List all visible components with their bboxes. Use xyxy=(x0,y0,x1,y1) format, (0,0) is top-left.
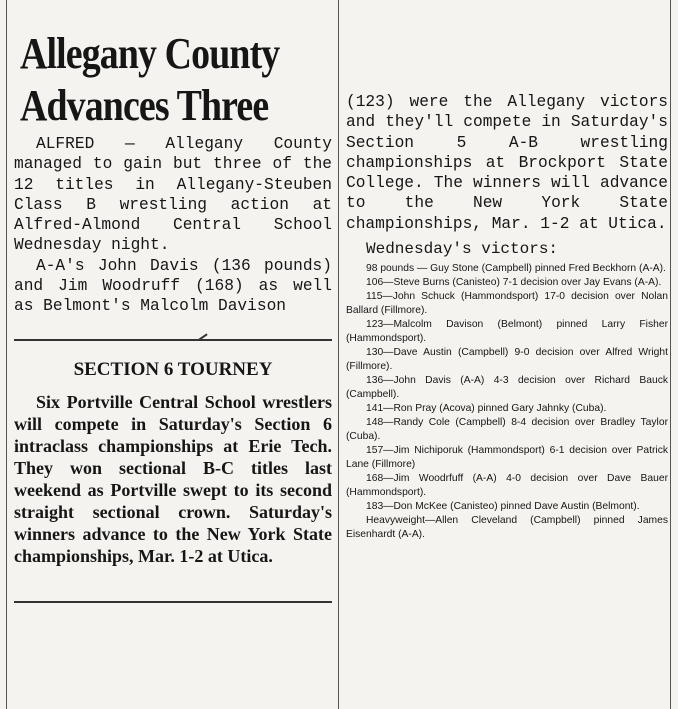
result-item: 148—Randy Cole (Campbell) 8-4 decision over Bradley Taylor (Cuba). xyxy=(346,417,668,443)
sidebar-body xyxy=(14,391,332,567)
column-rule-right xyxy=(670,0,671,709)
result-item: Heavyweight—Allen Cleveland (Campbell) pinned James Eisenhardt (A-A). xyxy=(346,515,668,541)
column-rule-left xyxy=(6,0,7,709)
left-column xyxy=(14,4,332,603)
result-item: 115—John Schuck (Hammondsport) 17-0 decision over Nolan Ballard (Fillmore). xyxy=(346,291,668,317)
result-item: 130—Dave Austin (Campbell) 9-0 decision over Alfred Wright (Fillmore). xyxy=(346,347,668,373)
article-body xyxy=(14,134,332,317)
result-item: 98 pounds — Guy Stone (Campbell) pinned Fred Beckhorn (A-A). xyxy=(366,263,666,275)
article-continuation xyxy=(346,92,668,234)
continuation-paragraph: (123) were the Allegany victors and they'll compete in Saturday's Section 5 A-B wrestling championships at Brockport State College. The winners will advance to the New York State championships, Mar. 1-2 at Utica. xyxy=(346,93,668,233)
results-list xyxy=(346,262,668,542)
result-item: 123—Malcolm Davison (Belmont) pinned Larry Fisher (Hammondsport). xyxy=(346,319,668,345)
result-item: 141—Ron Pray (Acova) pinned Gary Jahnky (Cuba). xyxy=(366,403,607,415)
result-item: 168—Jim Woodrfuff (A-A) 4-0 decision over Dave Bauer (Hammondsport). xyxy=(346,473,668,499)
headline-line-2: Advances Three xyxy=(20,81,269,130)
result-item: 157—Jim Nichiporuk (Hammondsport) 6-1 decision over Patrick Lane (Fillmore) xyxy=(346,445,668,471)
sidebar-heading: SECTION 6 TOURNEY xyxy=(73,358,273,380)
article-paragraph-1: ALFRED — Allegany County managed to gain but three of the 12 titles in Allegany-Steuben Class B wrestling action at Alfred-Almond Central School Wednesday night. xyxy=(14,135,332,255)
sidebar-paragraph: Six Portville Central School wrestlers will compete in Saturday's Section 6 intraclass championships at Erie Tech. They won sectional B-C titles last weekend as Portville swept to its second straight sectional crown. Saturday's winners advance to the New York State championships, Mar. 1-2 at Utica. xyxy=(14,391,332,566)
victors-heading: Wednesday's victors: xyxy=(366,240,559,259)
result-item: 106—Steve Burns (Canisteo) 7-1 decision over Jay Evans (A-A). xyxy=(366,277,662,289)
article-paragraph-2: A-A's John Davis (136 pounds) and Jim Woodruff (168) as well as Belmont's Malcolm Davison xyxy=(14,256,332,316)
result-item: 136—John Davis (A-A) 4-3 decision over Richard Bauck (Campbell). xyxy=(346,375,668,401)
divider-bottom xyxy=(14,601,332,603)
headline-line-1: Allegany County xyxy=(20,29,280,78)
right-column xyxy=(346,4,668,542)
headline xyxy=(20,28,338,132)
result-item: 183—Don McKee (Canisteo) pinned Dave Austin (Belmont). xyxy=(366,501,640,513)
divider-top xyxy=(14,339,332,341)
